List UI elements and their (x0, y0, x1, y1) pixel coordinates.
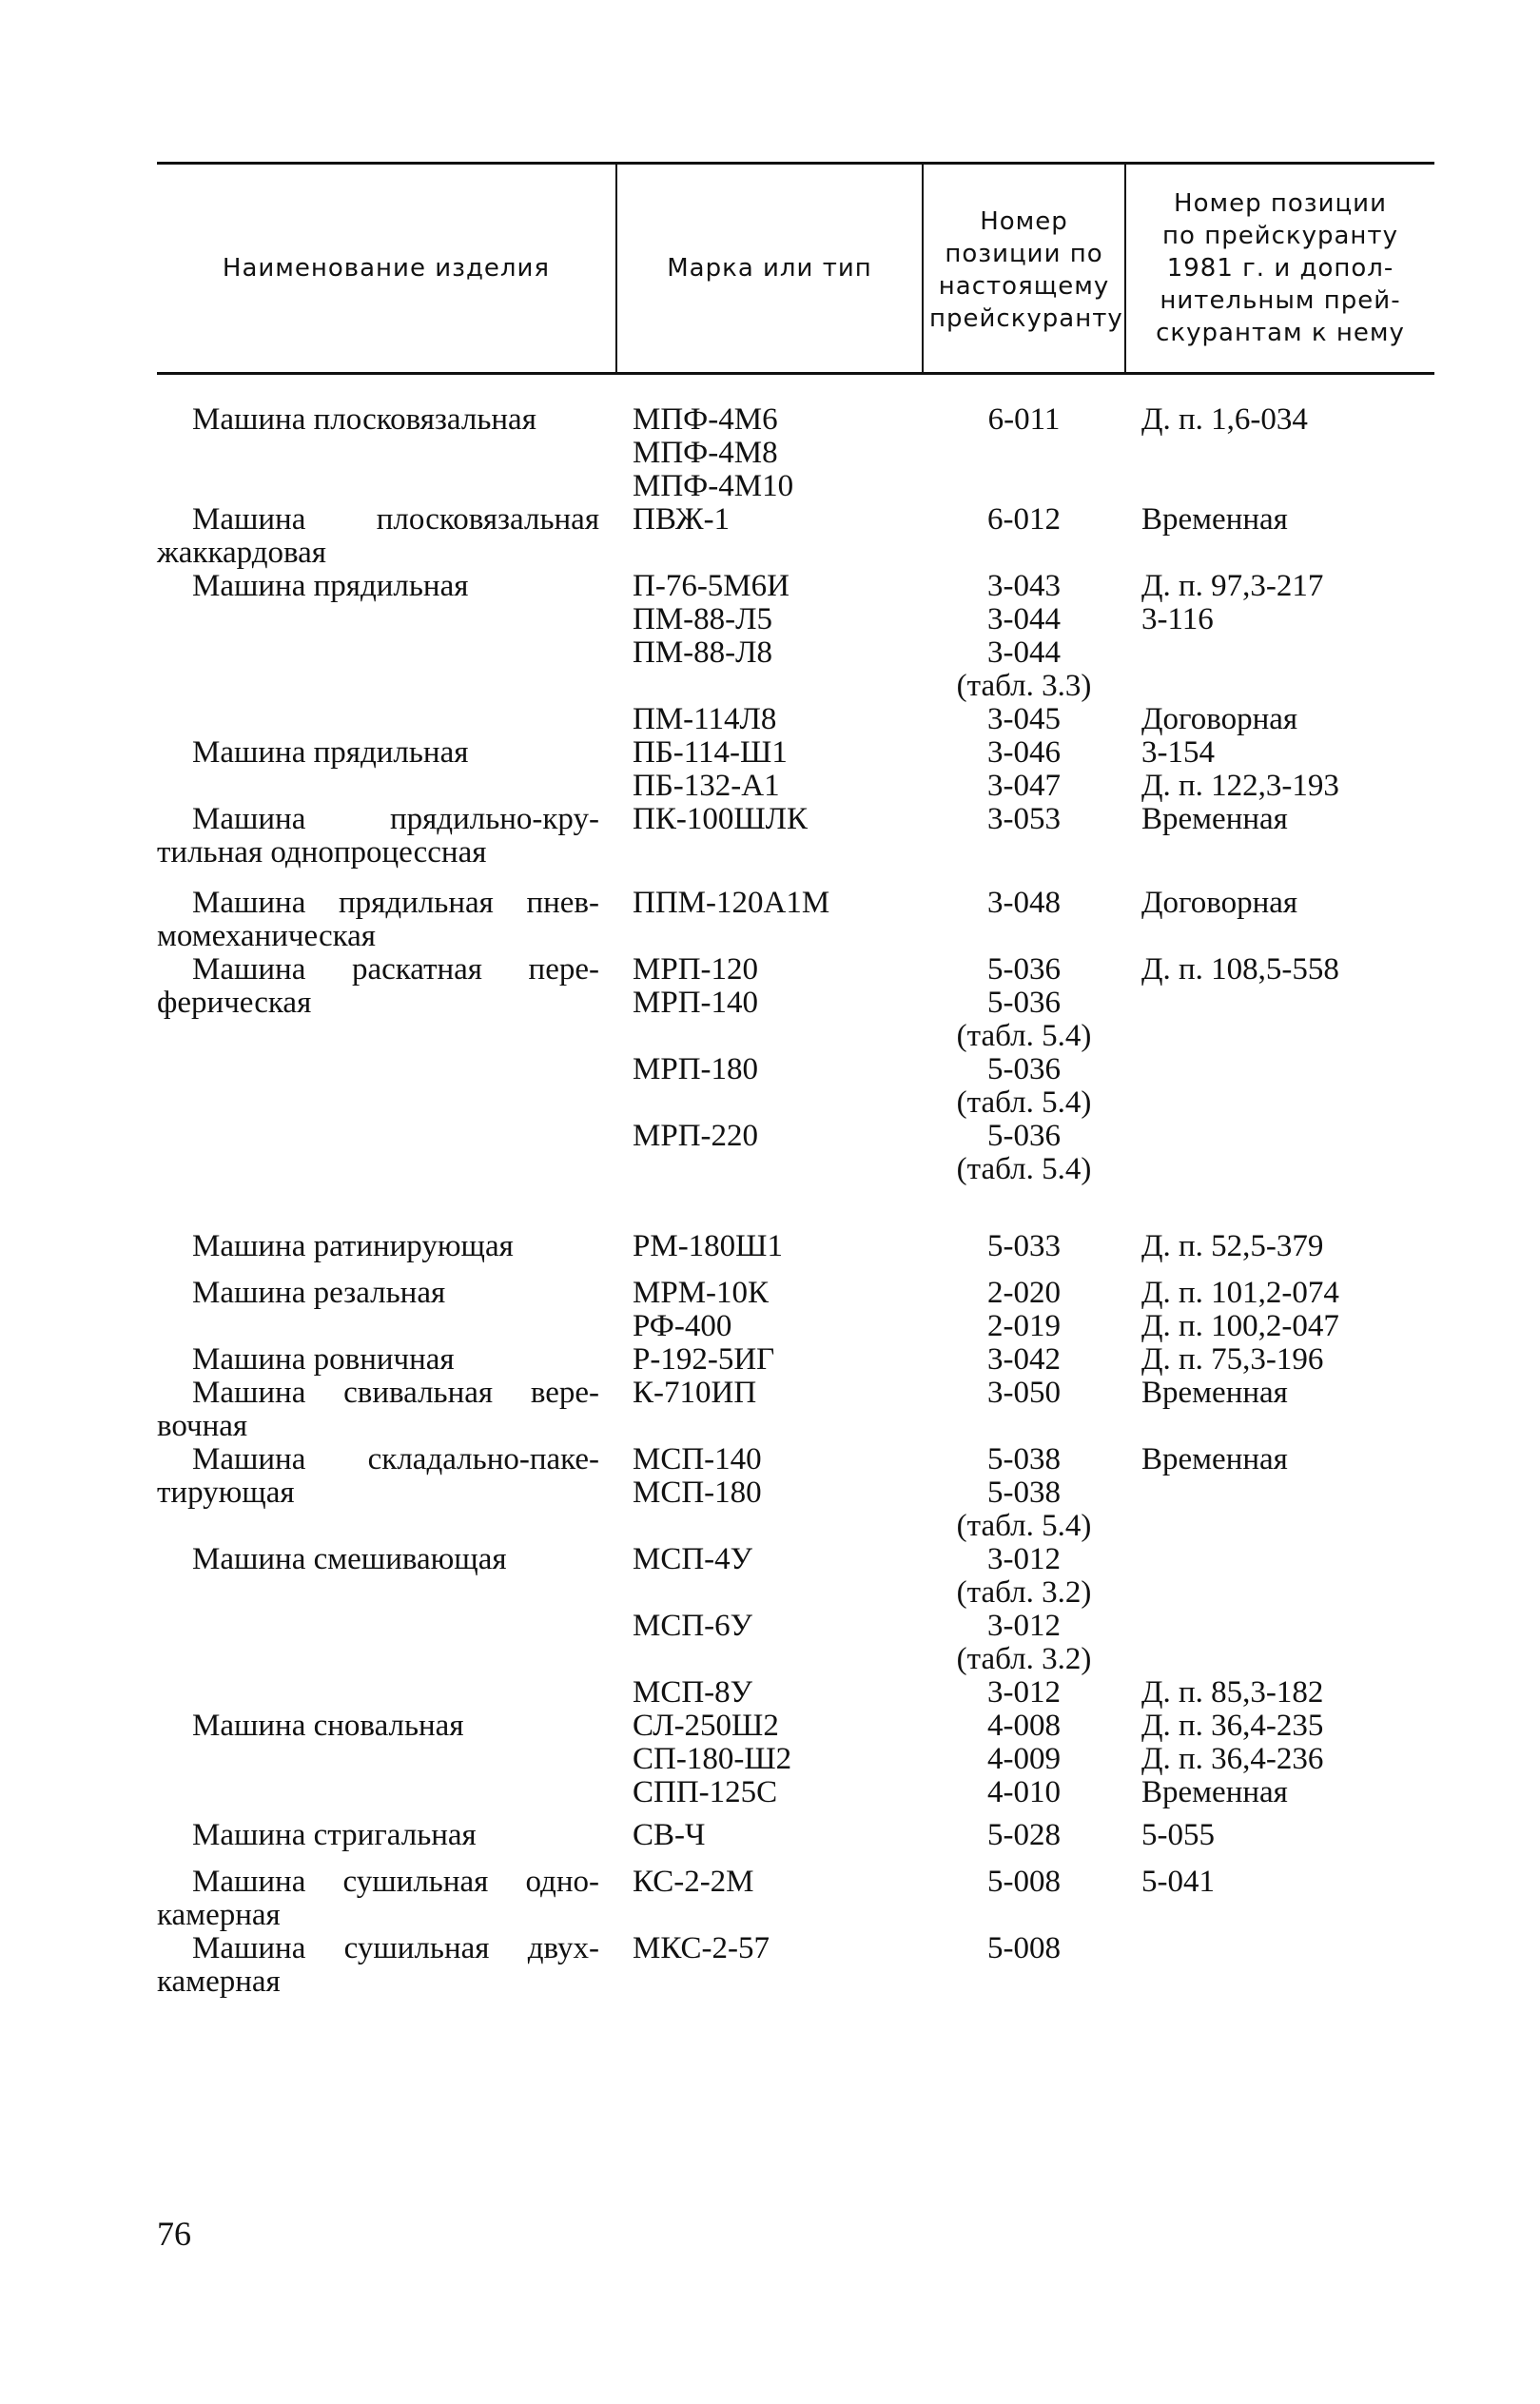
ref-line: 3-116 (1141, 602, 1214, 636)
product-name-cell (157, 1343, 616, 1377)
brand-cell (616, 736, 923, 803)
reference-cell (1125, 503, 1434, 570)
product-name-cell (157, 736, 616, 803)
pos-line: 5-008 (987, 1865, 1061, 1899)
table-row (157, 1230, 1434, 1263)
position-cell (923, 570, 1125, 736)
product-name-line: Машина раскатная пере- (192, 952, 599, 987)
ref-line: Д. п. 52,5-379 (1141, 1229, 1324, 1263)
product-name-line: Машина прядильная (192, 569, 469, 603)
mark-line: МКС-2-57 (633, 1931, 770, 1965)
pos-line: 2-019 (987, 1309, 1061, 1343)
pos-line: 5-036 (987, 1052, 1061, 1086)
table-body (157, 374, 1434, 2000)
product-name-line: Машина стригальная (192, 1818, 477, 1852)
product-name-line: Машина прядильно-кру- (192, 802, 599, 836)
pos-line: 3-044 (987, 635, 1061, 670)
brand-cell (616, 1277, 923, 1343)
ref-line: Договорная (1141, 702, 1298, 736)
product-name-line: тирующая (157, 1476, 295, 1510)
mark-line: ПК-100ШЛК (633, 802, 809, 836)
product-name-line: ферическая (157, 986, 312, 1020)
pos-line: 3-045 (987, 702, 1061, 736)
product-name-line: Машина сушильная двух- (192, 1931, 599, 1965)
reference-cell (1125, 953, 1434, 1186)
mark-line (633, 1643, 923, 1676)
mark-line: ПМ-88-Л5 (633, 602, 773, 636)
product-name-cell (157, 1443, 616, 1543)
ref-line: Временная (1141, 802, 1288, 836)
reference-cell (1125, 570, 1434, 736)
mark-line: МПФ-4М8 (633, 436, 778, 470)
ref-line (1141, 1120, 1434, 1153)
ref-line: 5-055 (1141, 1818, 1215, 1852)
mark-line (633, 1020, 923, 1053)
pos-line: 3-053 (987, 802, 1061, 836)
table-row (157, 1277, 1434, 1343)
mark-line: Р-192-5ИГ (633, 1342, 775, 1377)
pos-line: 5-038 (987, 1476, 1061, 1510)
ref-line: Д. п. 75,3-196 (1141, 1342, 1324, 1377)
mark-line: СПП-125С (633, 1775, 778, 1809)
pos-line: 5-036 (987, 1119, 1061, 1153)
pos-line: 5-038 (987, 1442, 1061, 1476)
mark-line: ПБ-132-А1 (633, 769, 780, 803)
product-name-line: Машина свивальная вере- (192, 1376, 599, 1410)
table-row (157, 1866, 1434, 1932)
ref-line (1141, 1610, 1434, 1643)
product-name-line: Машина прядильная пнев- (192, 886, 599, 920)
product-name-cell (157, 1543, 616, 1710)
product-name-line: Машина резальная (192, 1276, 446, 1310)
product-name-cell (157, 1230, 616, 1263)
ref-line (1141, 1053, 1434, 1086)
product-name-line: Машина складально-паке- (192, 1442, 599, 1476)
reference-cell (1125, 1710, 1434, 1809)
reference-cell (1125, 1443, 1434, 1543)
mark-line: МСП-140 (633, 1442, 762, 1476)
product-name-line: вочная (157, 1409, 248, 1443)
position-cell (923, 736, 1125, 803)
pos-line: 3-048 (987, 886, 1061, 920)
page-number: 76 (157, 2215, 191, 2253)
table-row (157, 1343, 1434, 1377)
product-name-line: момеханическая (157, 919, 376, 953)
brand-cell (616, 1377, 923, 1443)
mark-line: МПФ-4М6 (633, 402, 778, 437)
product-name-cell (157, 1377, 616, 1443)
table-row (157, 1443, 1434, 1543)
mark-line: СВ-Ч (633, 1818, 706, 1852)
mark-line: ПБ-114-Ш1 (633, 735, 788, 770)
product-name-line: жаккардовая (157, 536, 326, 570)
pos-line: (табл. 5.4) (956, 1019, 1092, 1053)
pos-line: (табл. 5.4) (956, 1509, 1092, 1543)
ref-line: Временная (1141, 502, 1288, 537)
product-name-line: Машина плосковязальная (192, 502, 599, 537)
position-cell (923, 803, 1125, 870)
table-row (157, 1543, 1434, 1710)
ref-line: Д. п. 1,6-034 (1141, 402, 1308, 437)
mark-line: КС-2-2М (633, 1865, 754, 1899)
product-name-line: Машина плосковязальная (192, 402, 536, 437)
mark-line: МСП-6У (633, 1609, 753, 1643)
ref-line (1141, 636, 1434, 670)
pos-line: 4-008 (987, 1709, 1061, 1743)
header-position-1981: Номер позиции по прейскуранту 1981 г. и допол- нительным прей- скурантам к нему (1125, 164, 1434, 374)
ref-line (1141, 1153, 1434, 1186)
ref-line (1141, 1020, 1434, 1053)
mark-line: ПМ-114Л8 (633, 702, 777, 736)
position-cell (923, 1819, 1125, 1852)
brand-cell (616, 570, 923, 736)
brand-cell (616, 803, 923, 870)
position-cell (923, 1377, 1125, 1443)
position-cell (923, 503, 1125, 570)
table-row (157, 887, 1434, 953)
ref-line: Д. п. 85,3-182 (1141, 1675, 1324, 1710)
position-cell (923, 1277, 1125, 1343)
brand-cell (616, 1230, 923, 1263)
brand-cell (616, 503, 923, 570)
mark-line: СЛ-250Ш2 (633, 1709, 779, 1743)
mark-line: МРП-220 (633, 1119, 759, 1153)
table-row (157, 403, 1434, 503)
ref-line: Временная (1141, 1376, 1288, 1410)
brand-cell (616, 403, 923, 503)
brand-cell (616, 953, 923, 1186)
ref-line: 5-041 (1141, 1865, 1215, 1899)
product-name-line: Машина ратинирующая (192, 1229, 514, 1263)
pos-line: (табл. 5.4) (956, 1085, 1092, 1120)
product-name-line: тильная однопроцессная (157, 835, 487, 870)
ref-line (1141, 1576, 1434, 1610)
position-cell (923, 1543, 1125, 1710)
pos-line: (табл. 3.3) (956, 669, 1092, 703)
mark-line: МРП-180 (633, 1052, 759, 1086)
ref-line: Д. п. 100,2-047 (1141, 1309, 1339, 1343)
ref-line: Д. п. 108,5-558 (1141, 952, 1339, 987)
ref-line (1141, 1476, 1434, 1510)
mark-line: ППМ-120А1М (633, 886, 830, 920)
pos-line: 5-036 (987, 986, 1061, 1020)
brand-cell (616, 1932, 923, 1999)
mark-line: ПВЖ-1 (633, 502, 731, 537)
mark-line: МСП-180 (633, 1476, 762, 1510)
product-name-line: Машина смешивающая (192, 1542, 507, 1576)
brand-cell (616, 1819, 923, 1852)
table-row (157, 1932, 1434, 1999)
product-name-cell (157, 403, 616, 503)
mark-line: П-76-5М6И (633, 569, 789, 603)
reference-cell (1125, 1377, 1434, 1443)
position-cell (923, 1710, 1125, 1809)
mark-line: СП-180-Ш2 (633, 1742, 792, 1776)
reference-cell (1125, 1230, 1434, 1263)
table-row (157, 503, 1434, 570)
product-name-cell (157, 803, 616, 870)
ref-line (1141, 1932, 1434, 1965)
product-name-cell (157, 570, 616, 736)
mark-line: МРП-140 (633, 986, 759, 1020)
pos-line: 5-028 (987, 1818, 1061, 1852)
mark-line: РМ-180Ш1 (633, 1229, 783, 1263)
mark-line: К-710ИП (633, 1376, 757, 1410)
reference-cell (1125, 1277, 1434, 1343)
pos-line: 3-012 (987, 1609, 1061, 1643)
pos-line: 3-012 (987, 1542, 1061, 1576)
ref-line (1141, 670, 1434, 703)
position-cell (923, 953, 1125, 1186)
position-cell (923, 403, 1125, 503)
position-cell (923, 887, 1125, 953)
pos-line: 4-009 (987, 1742, 1061, 1776)
mark-line: ПМ-88-Л8 (633, 635, 773, 670)
mark-line (633, 1576, 923, 1610)
product-name-line: камерная (157, 1964, 281, 1999)
mark-line (633, 670, 923, 703)
position-cell (923, 1443, 1125, 1543)
position-cell (923, 1932, 1125, 1999)
product-name-line: Машина сновальная (192, 1709, 464, 1743)
pos-line: 3-050 (987, 1376, 1061, 1410)
reference-cell (1125, 887, 1434, 953)
product-name-line: Машина ровничная (192, 1342, 455, 1377)
product-name-cell (157, 887, 616, 953)
ref-line: Временная (1141, 1442, 1288, 1476)
mark-line (633, 1086, 923, 1120)
product-name-line: Машина сушильная одно- (192, 1865, 599, 1899)
reference-cell (1125, 1543, 1434, 1710)
ref-line: Д. п. 97,3-217 (1141, 569, 1324, 603)
price-list-table (157, 162, 1434, 1999)
pos-line: (табл. 5.4) (956, 1152, 1092, 1186)
mark-line (633, 1510, 923, 1543)
mark-line: РФ-400 (633, 1309, 732, 1343)
product-name-cell (157, 1277, 616, 1343)
brand-cell (616, 1343, 923, 1377)
reference-cell (1125, 1866, 1434, 1932)
ref-line (1141, 1643, 1434, 1676)
brand-cell (616, 1443, 923, 1543)
mark-line: МСП-8У (633, 1675, 753, 1710)
reference-cell (1125, 1932, 1434, 1999)
product-name-line: камерная (157, 1898, 281, 1932)
mark-line: МПФ-4М10 (633, 469, 794, 503)
ref-line (1141, 1543, 1434, 1576)
product-name-cell (157, 1866, 616, 1932)
ref-line: Договорная (1141, 886, 1298, 920)
table-row (157, 1710, 1434, 1809)
header-position-current: Номер позиции по настоящему прейскуранту (923, 164, 1125, 374)
position-cell (923, 1866, 1125, 1932)
mark-line: МСП-4У (633, 1542, 753, 1576)
ref-line: 3-154 (1141, 735, 1215, 770)
brand-cell (616, 1710, 923, 1809)
pos-line: 3-047 (987, 769, 1061, 803)
ref-line: Д. п. 36,4-235 (1141, 1709, 1324, 1743)
pos-line: 5-033 (987, 1229, 1061, 1263)
pos-line: 3-042 (987, 1342, 1061, 1377)
table-header-row (157, 164, 1434, 374)
pos-line: 3-012 (987, 1675, 1061, 1710)
ref-line (1141, 1086, 1434, 1120)
table-row (157, 1819, 1434, 1852)
product-name-cell (157, 953, 616, 1186)
pos-line: 4-010 (987, 1775, 1061, 1809)
product-name-cell (157, 503, 616, 570)
pos-line: 5-008 (987, 1931, 1061, 1965)
ref-line: Д. п. 36,4-236 (1141, 1742, 1324, 1776)
pos-line: 3-043 (987, 569, 1061, 603)
position-cell (923, 1230, 1125, 1263)
brand-cell (616, 1866, 923, 1932)
reference-cell (1125, 1819, 1434, 1852)
pos-line: (табл. 3.2) (956, 1575, 1092, 1610)
product-name-cell (157, 1819, 616, 1852)
brand-cell (616, 1543, 923, 1710)
brand-cell (616, 887, 923, 953)
pos-line: 3-046 (987, 735, 1061, 770)
mark-line: МРП-120 (633, 952, 759, 987)
product-name-cell (157, 1932, 616, 1999)
pos-line: (табл. 3.2) (956, 1642, 1092, 1676)
header-product-name: Наименование изделия (157, 164, 616, 374)
table-row (157, 803, 1434, 870)
position-cell (923, 1343, 1125, 1377)
ref-line (1141, 1510, 1434, 1543)
pos-line: 6-012 (987, 502, 1061, 537)
ref-line: Д. п. 101,2-074 (1141, 1276, 1339, 1310)
table-row (157, 953, 1434, 1186)
table-row (157, 570, 1434, 736)
table-row (157, 1377, 1434, 1443)
pos-line: 5-036 (987, 952, 1061, 987)
header-brand-type: Марка или тип (616, 164, 923, 374)
pos-line: 6-011 (987, 402, 1061, 437)
mark-line: МРМ-10К (633, 1276, 770, 1310)
product-name-cell (157, 1710, 616, 1809)
ref-line: Временная (1141, 1775, 1288, 1809)
mark-line (633, 1153, 923, 1186)
reference-cell (1125, 803, 1434, 870)
ref-line (1141, 987, 1434, 1020)
reference-cell (1125, 403, 1434, 503)
pos-line: 3-044 (987, 602, 1061, 636)
table-row (157, 736, 1434, 803)
ref-line: Д. п. 122,3-193 (1141, 769, 1339, 803)
product-name-line: Машина прядильная (192, 735, 469, 770)
pos-line: 2-020 (987, 1276, 1061, 1310)
reference-cell (1125, 736, 1434, 803)
reference-cell (1125, 1343, 1434, 1377)
